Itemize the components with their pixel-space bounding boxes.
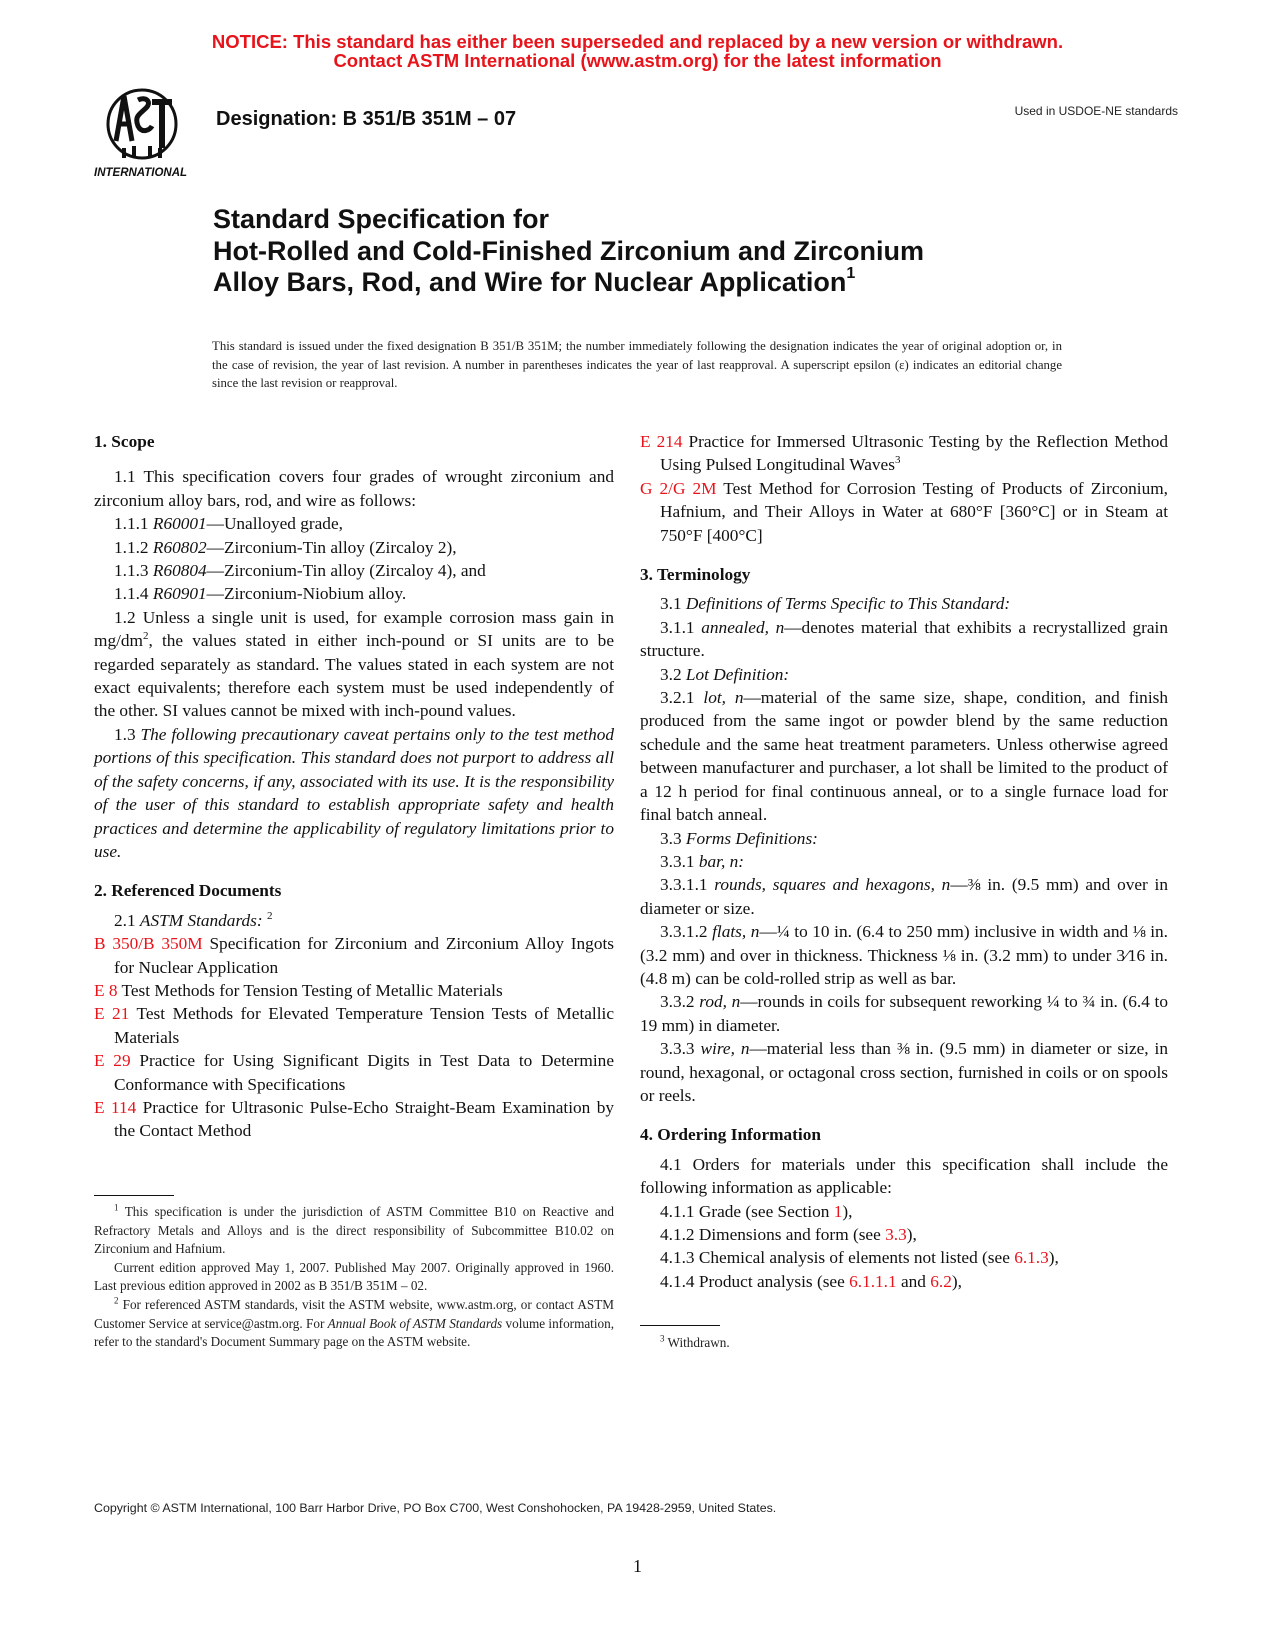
para-2-1: 2.1 ASTM Standards: $^2$ <box>114 909 273 930</box>
grade-item: 1.1.1 R60001—Unalloyed grade, <box>114 514 343 534</box>
ref-link[interactable]: E 114 <box>94 1097 137 1117</box>
grade-item: 1.1.2 R60802—Zirconium-Tin alloy (Zircaloy 2), <box>114 537 457 557</box>
title-line-1: Standard Specification for <box>213 204 550 234</box>
footnote-1: $^1$ This specification is under the jurisdiction of ASTM Committee B10 on Reactive and Refractory Metals and Alloys and is the direct responsibility of Subcommittee B10.02 on Zirconium and Hafnium. <box>94 1202 614 1257</box>
para-3-3: 3.3 Forms Definitions: <box>660 828 818 848</box>
footnote-3: $^3$ Withdrawn. <box>660 1333 730 1350</box>
section-link[interactable]: 6.1.1.1 <box>849 1271 897 1291</box>
astm-logo <box>94 86 194 182</box>
copyright: Copyright © ASTM International, 100 Barr Harbor Drive, PO Box C700, West Conshohocken, PA 19428-2959, United States. <box>94 1501 777 1515</box>
designation: Designation: B 351/B 351M – 07 <box>216 108 517 130</box>
para-3-3-1: 3.3.1 bar, n: <box>660 851 745 871</box>
para-3-3-1-1: 3.3.1.1 rounds, squares and hexagons, n—⅜ in. (9.5 mm) and over in diameter or size. <box>640 875 1168 918</box>
footnotes-right <box>640 1334 1040 1353</box>
notice-line-1: NOTICE: This standard has either been superseded and replaced by a new version or withdrawn. <box>211 31 1064 52</box>
title-line-2: Hot-Rolled and Cold-Finished Zirconium and Zirconium <box>213 235 924 266</box>
logo-label: INTERNATIONAL <box>94 167 188 179</box>
ref-item: E 21 Test Methods for Elevated Temperature Tension Tests of Metallic Materials <box>94 1004 614 1047</box>
ref-link[interactable]: E 214 <box>640 432 683 451</box>
section-link[interactable]: 1 <box>833 1201 843 1221</box>
ref-link[interactable]: E 21 <box>94 1004 130 1024</box>
section-link[interactable]: 6.2 <box>930 1271 952 1291</box>
ref-link[interactable]: G 2/G 2M <box>640 478 717 498</box>
title-line-3: Alloy Bars, Rod, and Wire for Nuclear Application <box>213 267 847 297</box>
ref-item: E 114 Practice for Ultrasonic Pulse-Echo Straight-Beam Examination by the Contact Method <box>94 1097 614 1141</box>
grade-item: 1.1.3 R60804—Zirconium-Tin alloy (Zircaloy 4), and <box>114 561 486 581</box>
intro-note: This standard is issued under the fixed designation B 351/B 351M; the number immediately following the designation indicates the year of original adoption or, in the case of revision, the year of last revision. A number in parentheses indicates the year of last reapproval. A superscript epsilon (ε) indicates an editorial change since the last revision or reapproval. <box>212 339 1062 390</box>
ref-item: B 350/B 350M Specification for Zirconium and Zirconium Alloy Ingots for Nuclear Application <box>94 934 614 977</box>
section-1-heading: 1. Scope <box>94 432 155 451</box>
footnote-2: $^2$ For referenced ASTM standards, visit the ASTM website, www.astm.org, or contact ASTM Customer Service at service@astm.org. For Annual Book of ASTM Standards volume information, refer to the standard's Document Summary page on the ASTM website. <box>94 1295 614 1350</box>
order-item: 4.1.4 Product analysis (see 6.1.1.1 and 6.2), <box>660 1271 962 1291</box>
para-3-3-1-2: 3.3.1.2 flats, n—¼ to 10 in. (6.4 to 250 mm) inclusive in width and ⅛ in. (3.2 mm) and over in thickness. Thickness ⅛ in. (3.2 mm) to under 3⁄16 in. (4.8 m) can be cold-rolled strip as well as bar. <box>640 922 1168 988</box>
page-number: 1 <box>633 1556 642 1576</box>
para-1-2: 1.2 Unless a single unit is used, for example corrosion mass gain in $mg/dm^2$, the values stated in either inch-pound or SI units are to be regarded separately as standard. The values stated in each system are not exact equivalents; therefore each system must be used independently of the other. SI values cannot be mixed with inch-pound values. <box>94 607 614 721</box>
footnote-1b: Current edition approved May 1, 2007. Published May 2007. Originally approved in 1960. Last previous edition approved in 2002 as B 351/B 351M – 02. <box>94 1259 614 1294</box>
order-item: 4.1.2 Dimensions and form (see 3.3), <box>660 1225 917 1244</box>
title-footnote-mark: 1 <box>846 265 856 282</box>
para-1-3: 1.3 The following precautionary caveat pertains only to the test method portions of this specification. This standard does not purport to address all of the safety concerns, if any, associated with its use. It is the responsibility of the user of this standard to establish appropriate safety and health practices and determine the applicability of regulatory limitations prior to use. <box>94 724 615 861</box>
footnote-rule <box>94 1195 174 1196</box>
used-in-label: Used in USDOE-NE standards <box>1014 104 1178 118</box>
section-link[interactable]: 3.3 <box>885 1225 907 1244</box>
para-4-1: 4.1 Orders for materials under this specification shall include the following information as applicable: <box>640 1154 1168 1198</box>
para-3-3-3: 3.3.3 wire, n—material less than ⅜ in. (9.5 mm) in diameter or size, in round, hexagonal, or octagonal cross section, furnished in coils or on spools or reels. <box>640 1039 1168 1105</box>
section-2-heading: 2. Referenced Documents <box>94 881 282 901</box>
ref-item: E 8 Test Methods for Tension Testing of Metallic Materials <box>94 980 503 1000</box>
ref-link[interactable]: E 29 <box>94 1051 131 1071</box>
astm-logo-icon <box>94 86 194 182</box>
section-link[interactable]: 6.1.3 <box>1014 1248 1049 1268</box>
para-3-3-2: 3.3.2 rod, n—rounds in coils for subsequent reworking ¼ to ¾ in. (6.4 to 19 mm) in diameter. <box>640 992 1169 1035</box>
ref-link[interactable]: E 8 <box>94 980 118 1000</box>
ref-item: E 214 Practice for Immersed Ultrasonic Testing by the Reflection Method Using Pulsed Longitudinal Waves$^3$ <box>640 432 1168 475</box>
para-3-1: 3.1 Definitions of Terms Specific to This Standard: <box>660 594 1011 614</box>
para-3-2: 3.2 Lot Definition: <box>660 664 790 684</box>
section-4-heading: 4. Ordering Information <box>640 1125 821 1145</box>
para-1-1: 1.1 This specification covers four grades of wrought zirconium and zirconium alloy bars, rod, and wire as follows: <box>94 467 614 510</box>
ref-item: E 29 Practice for Using Significant Digits in Test Data to Determine Conformance with Specifications <box>94 1051 614 1094</box>
order-item: 4.1.3 Chemical analysis of elements not listed (see 6.1.3), <box>660 1248 1059 1268</box>
right-column <box>640 430 1168 1293</box>
footnotes-left <box>94 1203 614 1352</box>
document-title <box>213 204 924 299</box>
section-3-heading: 3. Terminology <box>640 565 751 585</box>
left-column <box>94 430 614 1143</box>
order-item: 4.1.1 Grade (see Section 1), <box>660 1201 853 1221</box>
ref-link[interactable]: B 350/B 350M <box>94 934 203 954</box>
para-3-1-1: 3.1.1 annealed, n—denotes material that exhibits a recrystallized grain structure. <box>640 617 1168 661</box>
footnote-rule <box>640 1325 720 1326</box>
notice-banner <box>0 32 1275 70</box>
notice-line-2: Contact ASTM International (www.astm.org) for the latest information <box>333 50 942 71</box>
grade-item: 1.1.4 R60901—Zirconium-Niobium alloy. <box>114 584 407 604</box>
para-3-2-1: 3.2.1 lot, n—material of the same size, shape, condition, and finish produced from the same ingot or powder blend by the same reduction schedule and the same heat treatment parameters. Unless otherwise agreed between manufacturer and purchaser, a lot shall be limited to the product of a 12 h period for final continuous anneal, or to a single furnace load for final batch anneal. <box>640 688 1168 825</box>
ref-item: G 2/G 2M Test Method for Corrosion Testing of Products of Zirconium, Hafnium, and Their Alloys in Water at 680°F [360°C] or in Steam at 750°F [400°C] <box>640 478 1168 545</box>
